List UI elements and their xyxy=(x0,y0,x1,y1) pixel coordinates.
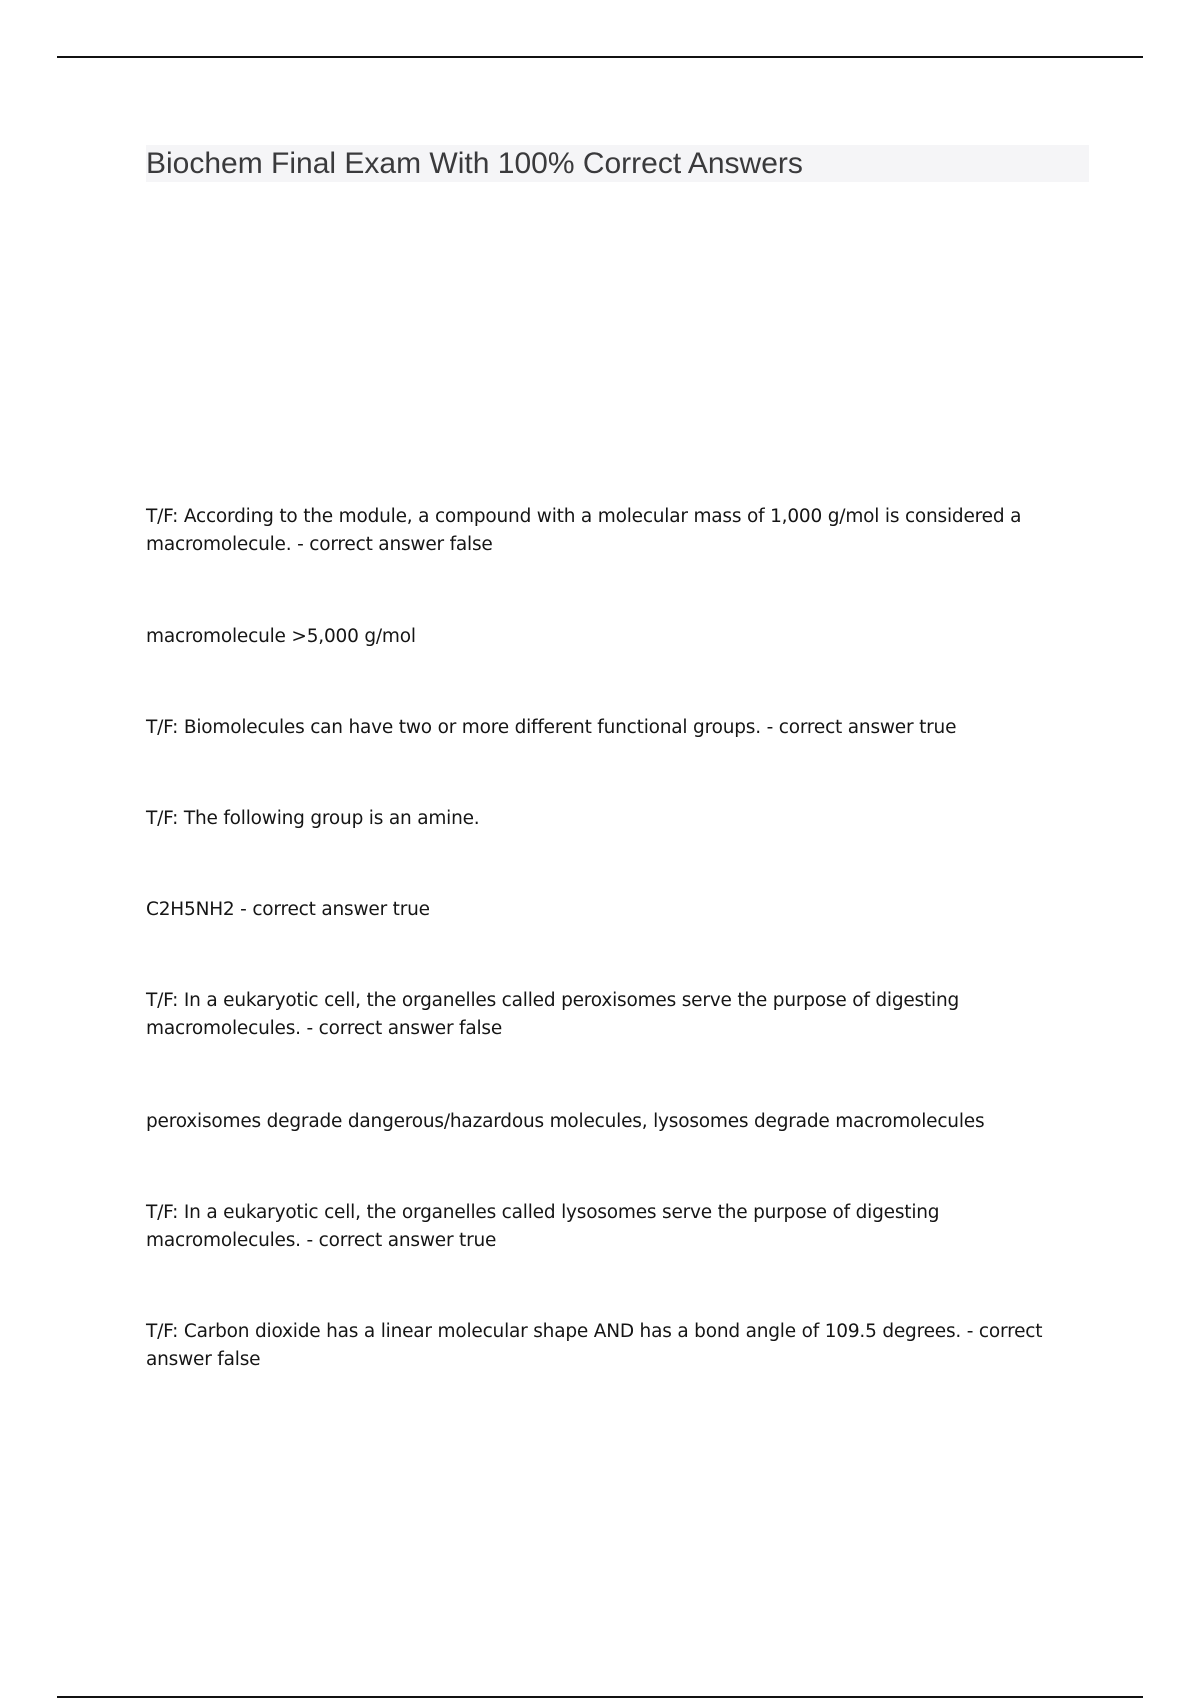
top-rule xyxy=(57,56,1143,58)
explanation-paragraph: peroxisomes degrade dangerous/hazardous molecules, lysosomes degrade macromolecules xyxy=(146,1111,985,1132)
answer-paragraph: C2H5NH2 - correct answer true xyxy=(146,899,430,920)
document-title: Biochem Final Exam With 100% Correct Answers xyxy=(146,147,803,180)
bottom-rule xyxy=(57,1696,1143,1698)
question-paragraph: T/F: Biomolecules can have two or more different functional groups. - correct answer true xyxy=(146,717,957,738)
question-paragraph: T/F: In a eukaryotic cell, the organelles called peroxisomes serve the purpose of digesting macromolecules. - correct answer false xyxy=(146,990,960,1039)
question-paragraph: T/F: The following group is an amine. xyxy=(146,808,480,829)
question-paragraph: T/F: In a eukaryotic cell, the organelles called lysosomes serve the purpose of digesting macromolecules. - correct answer true xyxy=(146,1202,940,1251)
question-paragraph: T/F: Carbon dioxide has a linear molecular shape AND has a bond angle of 109.5 degrees. - correct answer false xyxy=(146,1321,1043,1370)
question-paragraph: T/F: According to the module, a compound with a molecular mass of 1,000 g/mol is considered a macromolecule. - correct answer false xyxy=(146,506,1022,555)
explanation-paragraph: macromolecule >5,000 g/mol xyxy=(146,626,416,647)
